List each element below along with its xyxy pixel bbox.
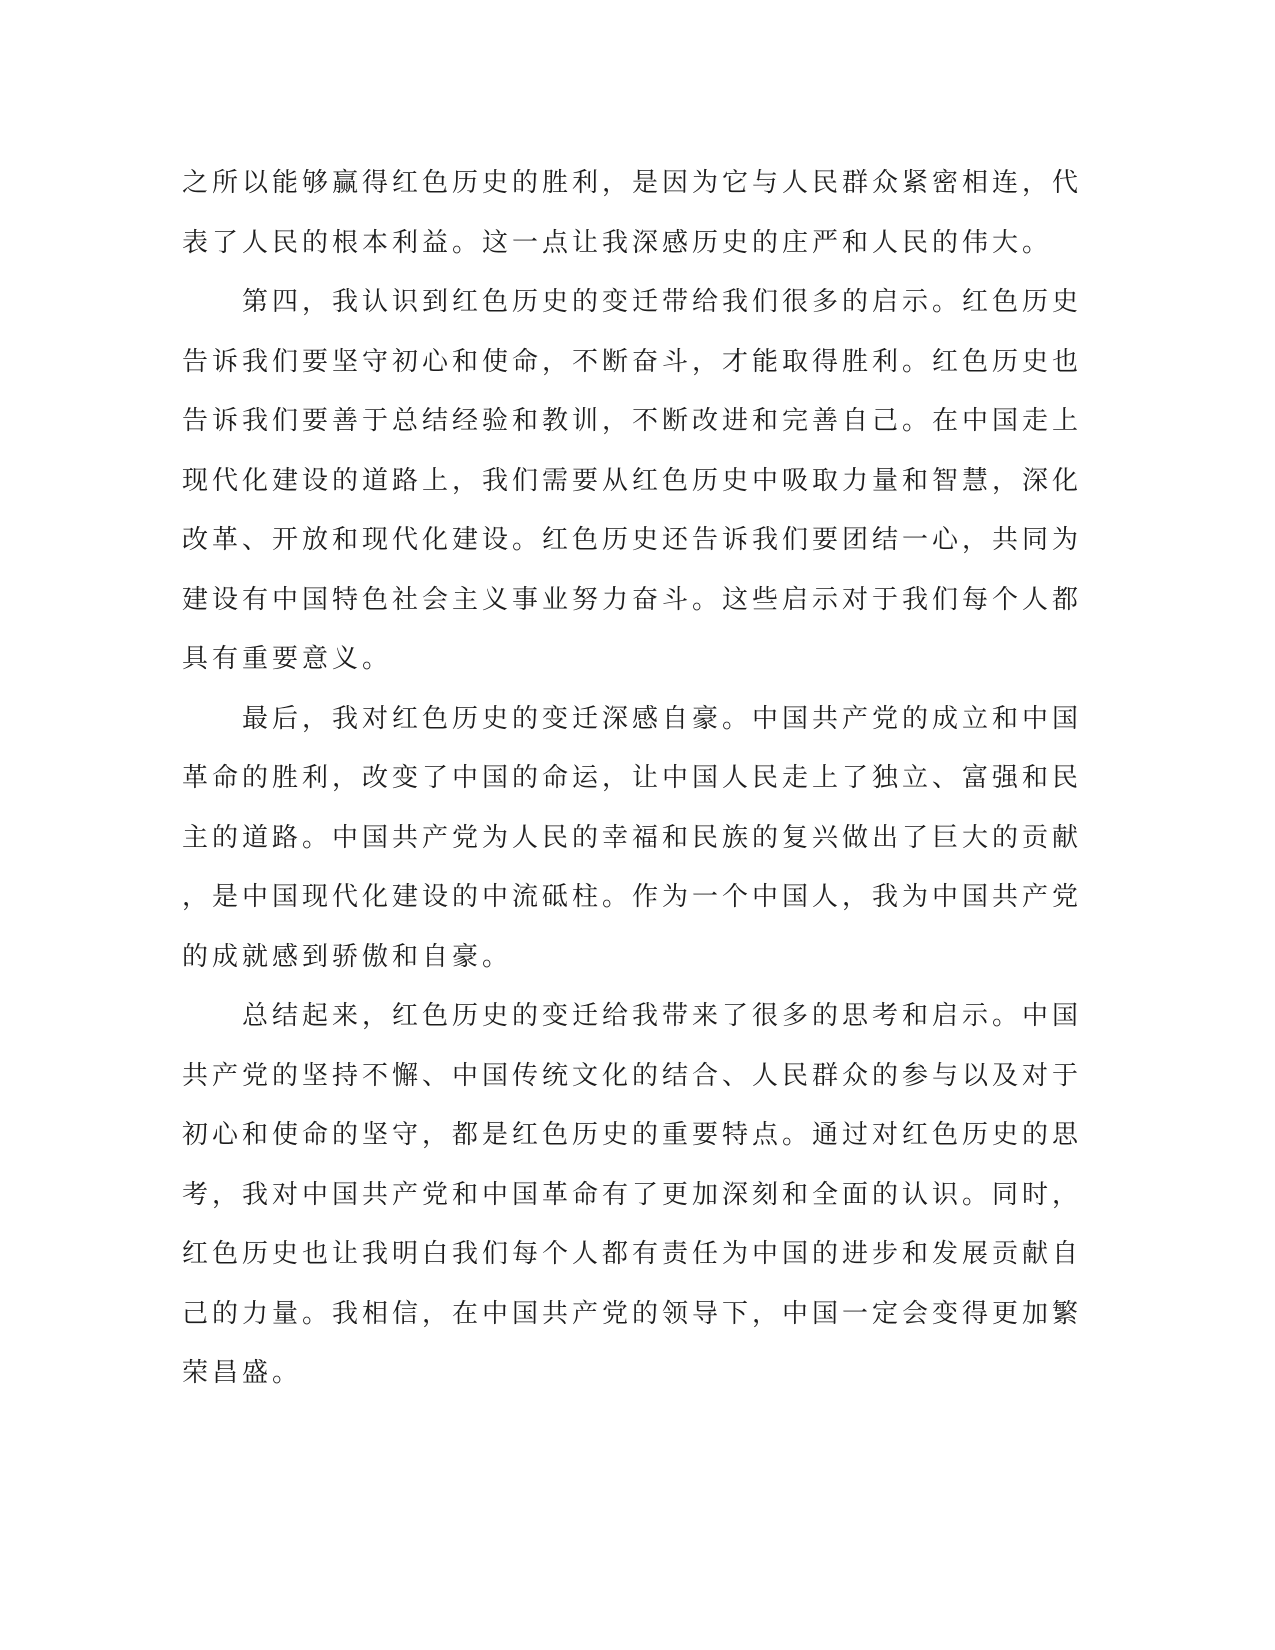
text-line: 荣昌盛。 xyxy=(182,1358,303,1388)
text-line: 的成就感到骄傲和自豪。 xyxy=(182,941,513,972)
text-line: 革命的胜利，改变了中国的命运，让中国人民走上了独立、富强和民 xyxy=(182,763,1083,793)
text-line: 具有重要意义。 xyxy=(182,644,393,674)
text-line: 第四，我认识到红色历史的变迁带给我们很多的启示。红色历史 xyxy=(182,287,1083,317)
text-line: 表了人民的根本利益。这一点让我深感历史的庄严和人民的伟大。 xyxy=(182,227,1053,258)
text-line: 红色历史也让我明白我们每个人都有责任为中国的进步和发展贡献自 xyxy=(182,1239,1083,1269)
text-line: 现代化建设的道路上，我们需要从红色历史中吸取力量和智慧，深化 xyxy=(182,465,1083,496)
text-line: 最后，我对红色历史的变迁深感自豪。中国共产党的成立和中国 xyxy=(182,703,1083,734)
text-line: ，是中国现代化建设的中流砥柱。作为一个中国人，我为中国共产党 xyxy=(182,882,1083,912)
text-line: 总结起来，红色历史的变迁给我带来了很多的思考和启示。中国 xyxy=(182,1001,1083,1031)
text-line: 建设有中国特色社会主义事业努力奋斗。这些启示对于我们每个人都 xyxy=(182,584,1083,615)
text-line: 己的力量。我相信，在中国共产党的领导下，中国一定会变得更加繁 xyxy=(182,1298,1083,1329)
text-line: 主的道路。中国共产党为人民的幸福和民族的复兴做出了巨大的贡献 xyxy=(182,822,1083,853)
text-line: 之所以能够赢得红色历史的胜利，是因为它与人民群众紧密相连，代 xyxy=(182,168,1083,198)
document-body xyxy=(182,158,1083,1408)
text-line: 告诉我们要坚守初心和使命，不断奋斗，才能取得胜利。红色历史也 xyxy=(182,346,1083,377)
text-line: 改革、开放和现代化建设。红色历史还告诉我们要团结一心，共同为 xyxy=(182,525,1083,555)
text-line: 共产党的坚持不懈、中国传统文化的结合、人民群众的参与以及对于 xyxy=(182,1060,1083,1091)
text-line: 考，我对中国共产党和中国革命有了更加深刻和全面的认识。同时， xyxy=(182,1179,1083,1210)
text-line: 告诉我们要善于总结经验和教训，不断改进和完善自己。在中国走上 xyxy=(182,406,1083,436)
text-line: 初心和使命的坚守，都是红色历史的重要特点。通过对红色历史的思 xyxy=(182,1120,1083,1150)
